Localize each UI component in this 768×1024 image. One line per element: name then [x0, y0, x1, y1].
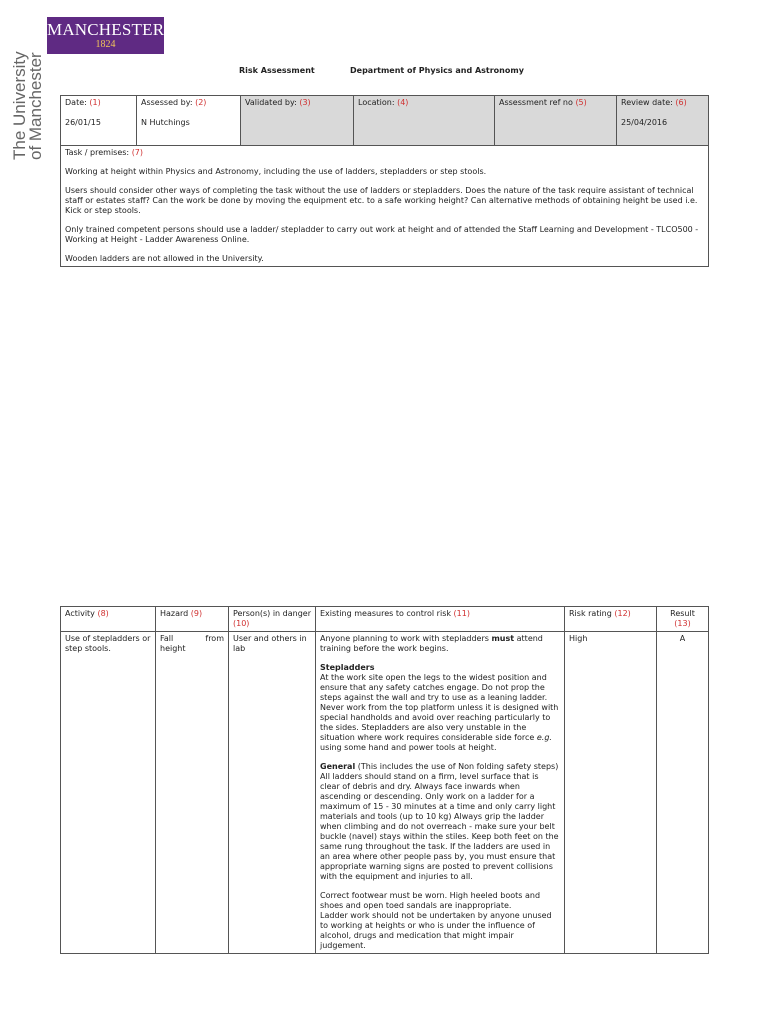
date-label: Date: [65, 98, 87, 107]
general-heading: General [320, 762, 356, 771]
date-cell [61, 96, 137, 146]
task-ref: (7) [131, 148, 144, 157]
row-rating: High [565, 632, 657, 954]
row-persons: User and others in lab [229, 632, 316, 954]
table-row [61, 632, 709, 954]
task-premises-cell [61, 146, 709, 267]
document-title: Risk Assessment [239, 66, 315, 75]
header-rating: Risk rating (12) [565, 607, 657, 632]
validated-label: Validated by: [245, 98, 297, 107]
header-activity: Activity (8) [61, 607, 156, 632]
assessed-value: N Hutchings [141, 118, 190, 127]
date-ref: (1) [89, 98, 101, 107]
review-ref: (6) [675, 98, 687, 107]
risk-table [60, 606, 709, 954]
date-value: 26/01/15 [65, 118, 101, 127]
ref-ref: (5) [575, 98, 587, 107]
row-activity: Use of stepladders or step stools. [61, 632, 156, 954]
task-paragraph-2: Users should consider other ways of completing the task without the use of ladders or stepladders. Does the nature of the task require assistant of technical staff or estates staff? Can the work be done by moving the equipment etc. to a safe working height? Can alternative methods of obtaining height be used i.e. Kick or step stools. [65, 186, 698, 215]
assessment-ref-cell [495, 96, 617, 146]
review-label: Review date: [621, 98, 673, 107]
ref-label: Assessment ref no [499, 98, 573, 107]
location-cell [354, 96, 495, 146]
risk-table-header [61, 607, 709, 632]
assessed-ref: (2) [195, 98, 207, 107]
logo-name: MANCHESTER [47, 20, 165, 39]
location-ref: (4) [397, 98, 409, 107]
assessed-label: Assessed by: [141, 98, 193, 107]
row-measures: Anyone planning to work with stepladders must attend training before the work begins. Stepladders At the work site open the legs to the widest position and ensure that any safety catches engage. Do not prop the steps against the wall and try to use as a leaning ladder. Never work from the top platform unless it is designed with special handholds and avoid over reaching particularly to the sides. Stepladders are also very unstable in the situation where work requires considerable side force e.g. using some hand and power tools at height. General (This includes the use of Non folding safety steps) All ladders should stand on a firm, level surface that is clear of debris and dry. Always face inwards when ascending or descending. Only work on a ladder for a maximum of 15 - 30 minutes at a time and only carry light materials and tools (up to 10 kg) Always grip the ladder when climbing and do not overreach - make sure your belt buckle (navel) stays within the stiles. Keep both feet on the same rung throughout the task. If the ladders are used in an area where other people pass by, you must ensure that appropriate warning signs are posted to prevent collisions with the equipment and injuries to all. Correct footwear must be worn. High heeled boots and shoes and open toed sandals are inappropriate. Ladder work should not be undertaken by anyone unused to working at heights or who is under the influence of alcohol, drugs and medication that might impair judgement. [316, 632, 565, 954]
row-hazard: Fall from height [156, 632, 229, 954]
university-line2: of Manchester [26, 52, 45, 160]
task-label: Task / premises: [65, 148, 130, 157]
validated-ref: (3) [299, 98, 311, 107]
department-title: Department of Physics and Astronomy [350, 66, 524, 75]
university-wordmark [12, 51, 44, 160]
task-paragraph-4: Wooden ladders are not allowed in the University. [65, 254, 264, 263]
assessed-by-cell [137, 96, 241, 146]
university-line1: The University [10, 51, 29, 160]
manchester-logo [47, 17, 164, 54]
stepladders-heading: Stepladders [320, 663, 375, 672]
review-date-cell [617, 96, 709, 146]
header-hazard: Hazard (9) [156, 607, 229, 632]
header-persons: Person(s) in danger (10) [229, 607, 316, 632]
header-measures: Existing measures to control risk (11) [316, 607, 565, 632]
row-result: A [657, 632, 709, 954]
assessment-info-table [60, 95, 709, 267]
task-paragraph-1: Working at height within Physics and Astronomy, including the use of ladders, stepladders or step stools. [65, 167, 487, 176]
logo-year: 1824 [95, 39, 116, 50]
location-label: Location: [358, 98, 395, 107]
header-result: Result (13) [657, 607, 709, 632]
task-paragraph-3: Only trained competent persons should use a ladder/ stepladder to carry out work at height and of attended the Staff Learning and Development - TLCO500 - Working at Height - Ladder Awareness Online. [65, 225, 699, 244]
validated-by-cell [241, 96, 354, 146]
review-value: 25/04/2016 [621, 118, 668, 127]
